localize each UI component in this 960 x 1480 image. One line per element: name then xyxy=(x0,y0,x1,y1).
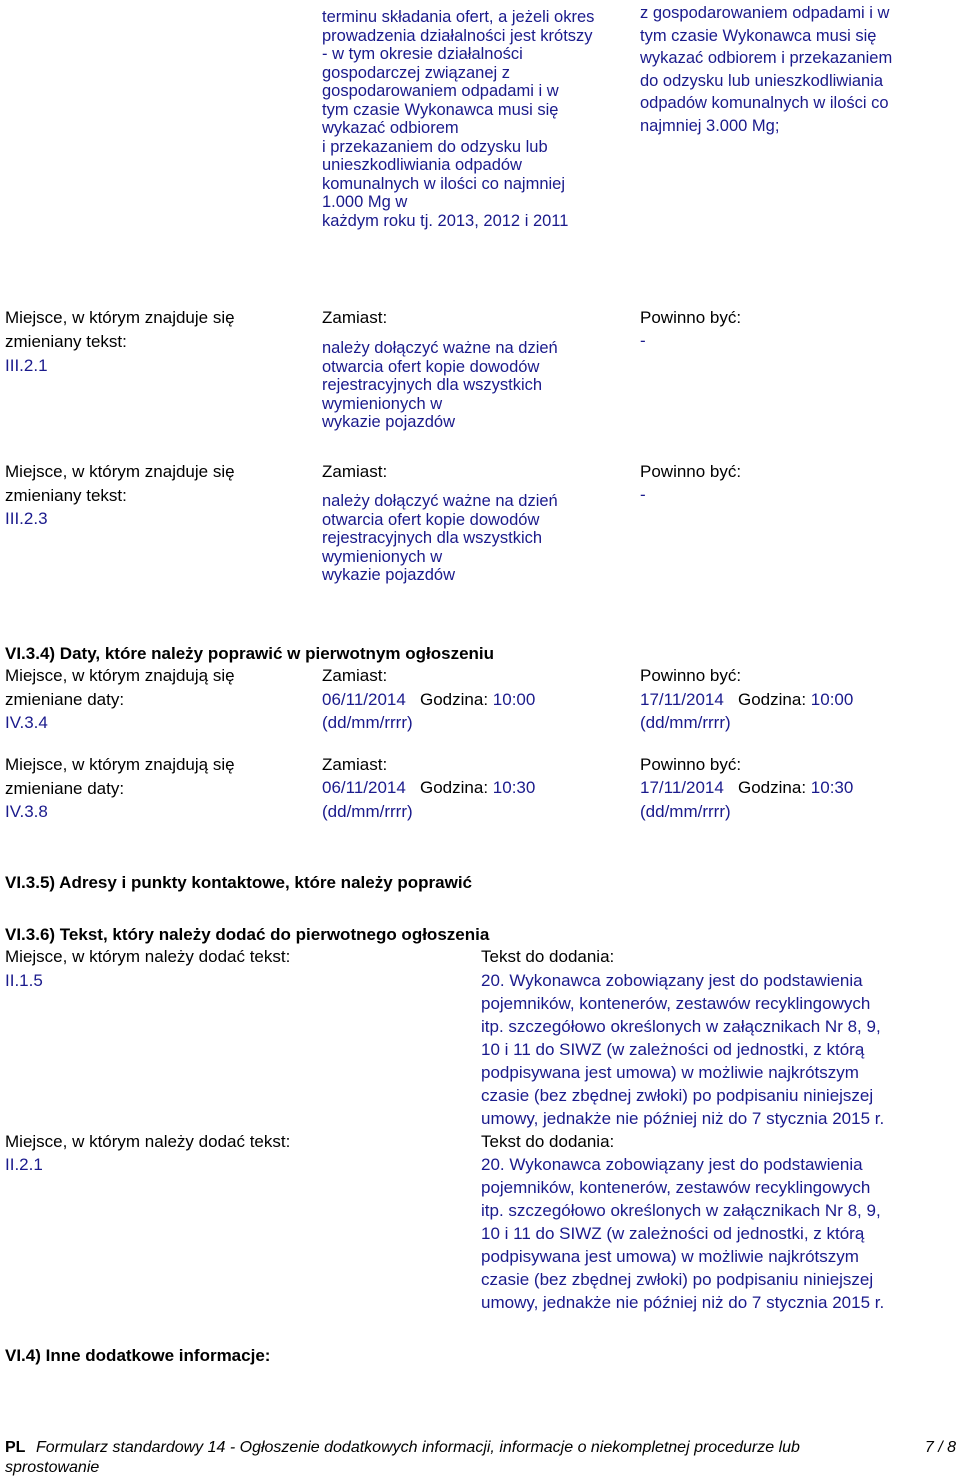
instead-date: 06/11/2014 xyxy=(322,690,406,709)
footer-form-title: Formularz standardowy 14 - Ogłoszenie dodatkowych informacji, informacje o niekompletnej procedurze lub sprostowanie xyxy=(5,1439,800,1476)
location-label: Miejsce, w którym należy dodać tekst: xyxy=(5,947,291,966)
footer-language: PL xyxy=(5,1439,26,1456)
should-be-text: - xyxy=(640,485,646,504)
should-be-label: Powinno być: xyxy=(640,462,742,481)
location-label: Miejsce, w którym znajdują się zmieniane daty: xyxy=(5,755,235,798)
other-info-heading: VI.4) Inne dodatkowe informacje: xyxy=(5,1346,271,1365)
should-be-date: 17/11/2014 xyxy=(640,690,724,709)
corrected-text-fragment: z gospodarowaniem odpadami i w tym czasie Wykonawca musi się wykazać odbiorem i przekazaniem do odzysku lub unieszkodliwiania odpadów komunalnych w ilości co najmniej 3.000 Mg; xyxy=(640,4,893,135)
addresses-section-heading: VI.3.5) Adresy i punkty kontaktowe, które należy poprawić xyxy=(5,873,473,892)
added-text: 20. Wykonawca zobowiązany jest do podstawienia pojemników, kontenerów, zestawów recyklingowych itp. szczegółowo określonych w załącznikach Nr 8, 9, 10 i 11 do SIWZ (w zależności od jednostki, z którą podpisywana jest umowa) w możliwie najkrótszym czasie (bez zbędnej zwłoki) po podpisaniu niniejszej umowy, jednakże nie później niż do 7 stycznia 2015 r. xyxy=(481,1155,885,1312)
dates-section-heading: VI.3.4) Daty, które należy poprawić w pierwotnym ogłoszeniu xyxy=(5,644,495,663)
should-be-date-line xyxy=(640,776,853,800)
location-label: Miejsce, w którym znajduje się zmieniany tekst: xyxy=(5,308,235,351)
location-value: IV.3.8 xyxy=(5,802,48,821)
location-value: II.1.5 xyxy=(5,971,43,990)
location-value: II.2.1 xyxy=(5,1155,43,1174)
instead-text: należy dołączyć ważne na dzień otwarcia ofert kopie dowodów rejestracyjnych dla wszystkich wymienionych w wykazie pojazdów xyxy=(322,492,558,584)
instead-date-line xyxy=(322,688,535,712)
added-text: 20. Wykonawca zobowiązany jest do podstawienia pojemników, kontenerów, zestawów recyklingowych itp. szczegółowo określonych w załącznikach Nr 8, 9, 10 i 11 do SIWZ (w zależności od jednostki, z którą podpisywana jest umowa) w możliwie najkrótszym czasie (bez zbędnej zwłoki) po podpisaniu niniejszej umowy, jednakże nie później niż do 7 stycznia 2015 r. xyxy=(481,971,885,1128)
should-be-hour: 10:00 xyxy=(810,690,854,709)
text-label: Tekst do dodania: xyxy=(481,947,615,966)
location-value: III.2.1 xyxy=(5,356,48,375)
hour-label: Godzina: xyxy=(738,778,807,797)
should-be-label: Powinno być: xyxy=(640,755,742,774)
text-label: Tekst do dodania: xyxy=(481,1132,615,1151)
should-be-text: - xyxy=(640,331,646,350)
location-label: Miejsce, w którym znajduje się zmieniany tekst: xyxy=(5,462,235,505)
instead-text: należy dołączyć ważne na dzień otwarcia ofert kopie dowodów rejestracyjnych dla wszystkich wymienionych w wykazie pojazdów xyxy=(322,339,558,431)
instead-hour: 10:30 xyxy=(492,778,536,797)
date-format: (dd/mm/rrrr) xyxy=(322,802,413,821)
instead-date-line xyxy=(322,776,535,800)
location-label: Miejsce, w którym należy dodać tekst: xyxy=(5,1132,291,1151)
previous-text-fragment: terminu składania ofert, a jeżeli okres prowadzenia działalności jest krótszy - w tym okresie działalności gospodarczej związanej z gospodarowaniem odpadami i w tym czasie Wykonawca musi się wykazać odbiorem i przekazaniem do odzysku lub unieszkodliwiania odpadów komunalnych w ilości co najmniej 1.000 Mg w każdym roku tj. 2013, 2012 i 2011 xyxy=(322,8,595,230)
should-be-label: Powinno być: xyxy=(640,308,742,327)
date-format: (dd/mm/rrrr) xyxy=(640,802,731,821)
hour-label: Godzina: xyxy=(420,690,489,709)
instead-label: Zamiast: xyxy=(322,308,388,327)
date-format: (dd/mm/rrrr) xyxy=(322,713,413,732)
should-be-label: Powinno być: xyxy=(640,666,742,685)
location-value: III.2.3 xyxy=(5,509,48,528)
should-be-date-line xyxy=(640,688,853,712)
instead-label: Zamiast: xyxy=(322,755,388,774)
location-value: IV.3.4 xyxy=(5,713,48,732)
should-be-date: 17/11/2014 xyxy=(640,778,724,797)
instead-date: 06/11/2014 xyxy=(322,778,406,797)
instead-label: Zamiast: xyxy=(322,462,388,481)
hour-label: Godzina: xyxy=(738,690,807,709)
page-number: 7 / 8 xyxy=(924,1439,956,1456)
should-be-hour: 10:30 xyxy=(810,778,854,797)
instead-hour: 10:00 xyxy=(492,690,536,709)
location-label: Miejsce, w którym znajdują się zmieniane daty: xyxy=(5,666,235,709)
date-format: (dd/mm/rrrr) xyxy=(640,713,731,732)
instead-label: Zamiast: xyxy=(322,666,388,685)
hour-label: Godzina: xyxy=(420,778,489,797)
add-text-section-heading: VI.3.6) Tekst, który należy dodać do pierwotnego ogłoszenia xyxy=(5,925,490,944)
